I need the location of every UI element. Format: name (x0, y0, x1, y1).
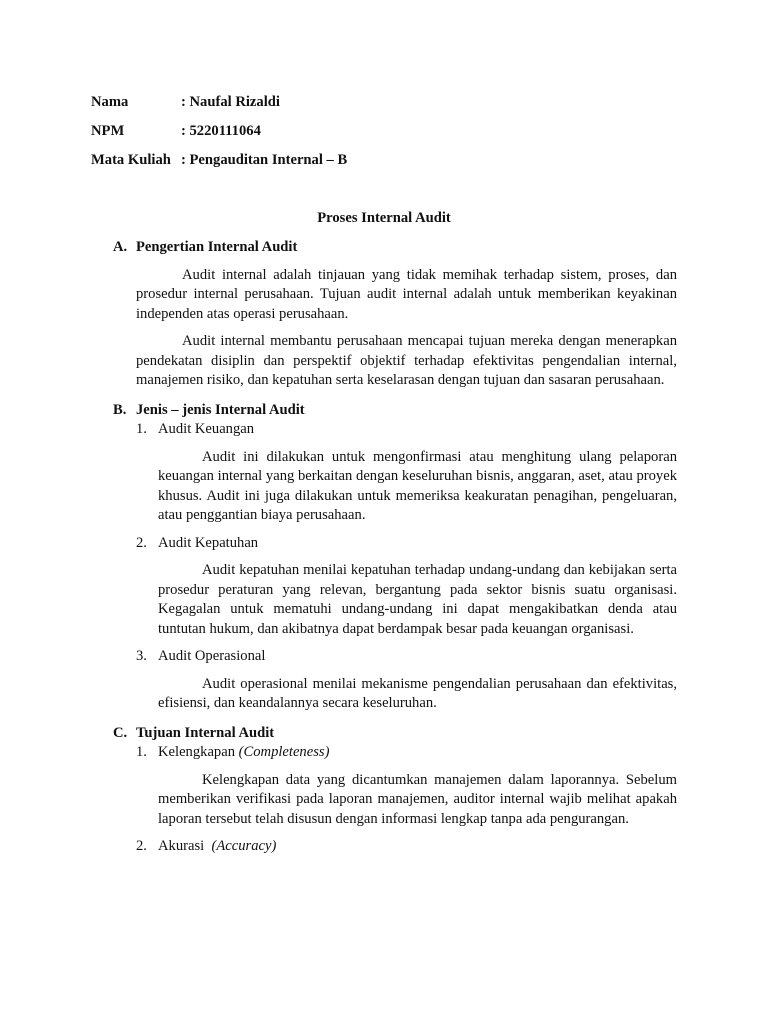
list-number: 1. (136, 421, 147, 437)
paragraph: Audit operasional menilai mekanisme pengendalian perusahaan dan efektivitas, efisiensi, dan keandalannya secara keseluruhan. (158, 675, 677, 711)
list-item (136, 534, 768, 554)
paragraph: Kelengkapan data yang dicantumkan manajemen dalam laporannya. Sebelum memberikan verifikasi pada laporan manajemen, auditor internal wajib melihat apakah laporan tersebut telah disusun dengan informasi lengkap tanpa ada pengurangan. (158, 771, 677, 827)
section-letter: A. (113, 239, 128, 255)
paragraph: Audit internal membantu perusahaan mencapai tujuan mereka dengan menerapkan pendekatan disiplin dan perspektif objektif terhadap efektivitas pengendalian internal, manajemen risiko, dan kepatuhan serta keselarasan dengan tujuan dan sasaran perusahaan. (136, 333, 677, 388)
list-item (136, 420, 768, 440)
list-label-text: Akurasi (158, 838, 212, 854)
list-label: Audit Operasional (158, 648, 266, 664)
npm-label: NPM (91, 123, 125, 139)
name-label: Nama (91, 94, 129, 110)
course-label: Mata Kuliah (91, 152, 171, 168)
list-label (158, 743, 329, 763)
list-item (136, 647, 768, 667)
document-body (0, 238, 768, 857)
identity-row-npm (91, 122, 347, 151)
identity-row-name (91, 93, 347, 122)
section-title: Jenis – jenis Internal Audit (136, 401, 305, 418)
paragraph: Audit internal adalah tinjauan yang tidak memihak terhadap sistem, proses, dan prosedur internal perusahaan. Tujuan audit internal adalah untuk memberikan keyakinan independen atas operasi perusahaan. (136, 266, 677, 322)
list-number: 2. (136, 534, 147, 551)
list-label: Audit Keuangan (158, 421, 255, 437)
section-letter: B. (113, 401, 127, 418)
section-title: Pengertian Internal Audit (136, 239, 298, 255)
list-label: Audit Kepatuhan (158, 534, 259, 551)
paragraph: Audit kepatuhan menilai kepatuhan terhadap undang-undang dan kebijakan serta prosedur peraturan yang relevan, bergantung pada sektor bisnis suatu organisasi. Kegagalan untuk mematuhi undang-undang ini dapat mengakibatkan denda atau tuntutan hukum, dan akibatnya dapat berdampak besar pada keuangan organisasi. (158, 562, 677, 637)
identity-row-course (91, 151, 347, 180)
list-number: 3. (136, 648, 147, 664)
name-value: : Naufal Rizaldi (181, 94, 280, 110)
list-label (158, 837, 276, 857)
list-item (136, 743, 768, 763)
document-title: Proses Internal Audit (317, 210, 451, 226)
list-label-english: (Completeness) (238, 744, 330, 760)
list-label-text: Kelengkapan (158, 744, 239, 760)
section-letter: C. (113, 724, 128, 741)
section-a-heading (113, 238, 768, 258)
section-b-heading (113, 401, 768, 421)
list-label-english: (Accuracy) (211, 838, 277, 854)
paragraph: Audit ini dilakukan untuk mengonfirmasi atau menghitung ulang pelaporan keuangan internal yang berkaitan dengan keseluruhan bisnis, anggaran, aset, atau proyek khusus. Audit ini juga dilakukan untuk memeriksa keakuratan penagihan, pengeluaran, atau penggantian biaya perusahaan. (158, 448, 677, 523)
list-number: 1. (136, 744, 147, 760)
list-item (136, 837, 768, 857)
section-c-heading (113, 724, 768, 744)
list-number: 2. (136, 838, 147, 854)
course-value: : Pengauditan Internal – B (181, 152, 348, 168)
section-title: Tujuan Internal Audit (136, 724, 275, 741)
npm-value: : 5220111064 (181, 123, 261, 139)
identity-block (91, 93, 347, 180)
